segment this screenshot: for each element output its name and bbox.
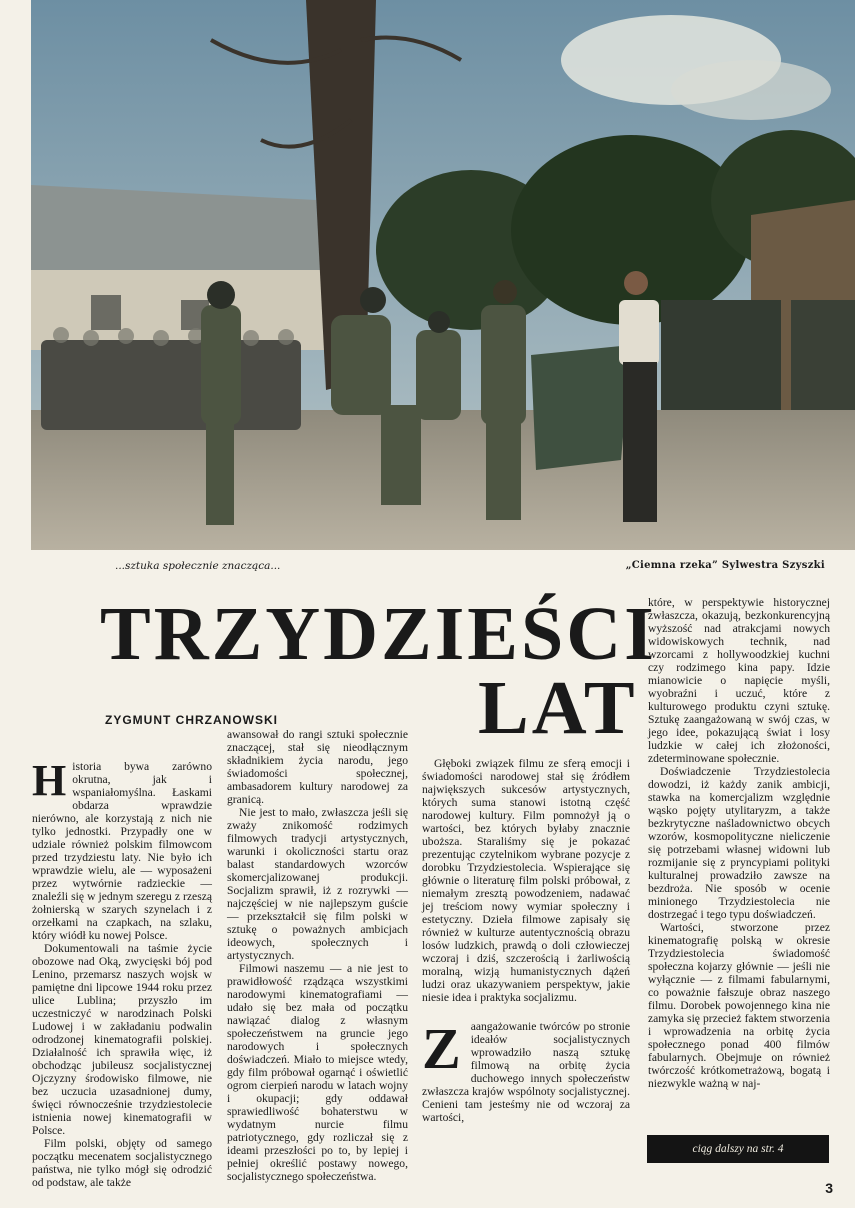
paragraph-text: aangażowanie twórców po stronie ideałów socjalistycznych wprowadziło naszą sztukę filmową na orbitę życia duchowego innych społeczeństw zwłaszcza krajów wspólnoty socjalistycznej. Cenieni tam jesteśmy nie od wczoraj za wartości, — [422, 1020, 630, 1124]
text-column-1 — [32, 756, 212, 1189]
paragraph — [32, 756, 212, 942]
paragraph-text: istoria bywa zarówno okrutna, jak i wspaniałomyślna. Łaskami obdarza wprawdzie nierówno, ale korzystają z nich nie tylko jednostki. Przypadły one w udziale również polskim filmowcom przed trzydziestu laty. Nie było ich wprawdzie wielu, ale — wyposażeni przez wytwórnie radzieckie — znaleźli się w jednym szeregu z rzeszą żołnierską w szarych szynelach i z orzełkami na czapkach, na szlaku, który wiódł ku nowej Polsce. — [32, 760, 212, 942]
text-column-3 — [422, 757, 630, 1124]
paragraph: Wartości, stworzone przez kinematografię polską w okresie Trzydziestolecia świadomość społeczna kojarzy głównie — jeśli nie wyłącznie — z filmami fabularnymi, co poważnie fałszuje obraz naszego filmu. Dorobek powojennego kina nie zamyka się przecież faktem stworzenia i wprowadzenia na orbitę życia społecznego ponad 400 filmów fabularnych. Obejmuje on również twórczość krótkometrażową, bogatą i niezwykle ważną w naj- — [648, 921, 830, 1090]
paragraph: które, w perspektywie historycznej zwłaszcza, okazują, bezkonkurencyjną wyższość nad atrakcjami nowych widowiskowych technik, nad wzorcami z hollywoodzkiej kuchni czy rodzimego kina papy. Idzie mianowicie o napięcie myśli, wyobraźni i uczuć, które z kulturowego produktu czyni sztukę. Sztukę zaangażowaną w swój czas, w jego idee, pokazującą świat i losy ludzkie w całej ich złożoności, zdeterminowane społecznie. — [648, 596, 830, 765]
paragraph: Nie jest to mało, zwłaszcza jeśli się zważy znikomość rodzimych filmowych tradycji artystycznych, warunki i okoliczności startu oraz balast standardowych wzorców skomercjalizowanej produkcji. Socjalizm sprawił, iż z rozrywki — najczęściej w nie najlepszym guście — przekształcił się film polski w sztukę o poważnych ambicjach ideowych, społecznych i artystycznych. — [227, 806, 408, 962]
drop-cap: H — [32, 756, 67, 805]
page-number: 3 — [825, 1180, 833, 1196]
drop-cap: Z — [422, 1016, 461, 1081]
film-still-photo — [31, 0, 855, 550]
paragraph: Dokumentowali na taśmie życie obozowe nad Oką, zwycięski bój pod Lenino, przemarsz naszych wojsk w pamiętne dni lipcowe 1944 roku przez ulice Lublina; przyszło im uczestniczyć w narodzinach Polski Ludowej i w zakładaniu podwalin odrodzonej kinematografii polskiej. Działalność ich sprawiła więc, iż obchodząc jubileusz socjalistycznej Ojczyzny środowisko filmowe, nie bez uczucia uzasadnionej dumy, święci równocześnie trzydziestolecie istnienia nowej kinematografii w Polsce. — [32, 942, 212, 1137]
article-title-line-2: LAT — [478, 666, 638, 750]
photo-caption-right: „Ciemna rzeka” Sylwestra Szyszki — [625, 560, 825, 571]
text-column-2 — [227, 728, 408, 1183]
paragraph: Film polski, objęty od samego początku mecenatem socjalistycznego państwa, nie tylko mógł się odrodzić od podstaw, ale także — [32, 1137, 212, 1189]
article-author: ZYGMUNT CHRZANOWSKI — [105, 713, 278, 727]
article-title-line-1: TRZYDZIEŚCI — [100, 592, 657, 676]
continued-on-page-note: ciąg dalszy na str. 4 — [647, 1135, 829, 1163]
paragraph: awansował do rangi sztuki społecznie znaczącej, stał się nieodłącznym składnikiem życia narodu, jego świadomości społecznej, ambasadorem kultury narodowej za granicą. — [227, 728, 408, 806]
text-column-4 — [648, 596, 830, 1090]
paragraph — [422, 1016, 630, 1124]
paragraph: Doświadczenie Trzydziestolecia dowodzi, iż każdy zanik ambicji, stawka na komercjalizm względnie wąsko pojęty utylitaryzm, a także bezkrytyczne naśladownictwo obcych wzorów, kosmopolityczne nieliczenie się potrzebami własnej widowni lub rozmijanie się z pryncypiami polityki kulturalnej prowadziło zawsze na bezdroża. Nie sposób w ocenie minionego Trzydziestolecia nie dostrzegać i tego typu doświadczeń. — [648, 765, 830, 921]
paragraph: Filmowi naszemu — a nie jest to prawidłowość rządząca wszystkimi narodowymi kinematografiami — udało się bez mała od początku nawiązać dialog z własnym społeczeństwem na gruncie jego narodowych i społecznych doświadczeń. Miało to miejsce wtedy, gdy film próbował ogarnąć i oświetlić ogrom cierpień narodu w latach wojny i okupacji; gdy oddawał sprawiedliwość bohaterstwu w wydatnym nurcie filmu patriotycznego, gdy rozliczał się z ideami przeszłości po to, by lepiej i pełniej określić postawy nowego, socjalistycznego społeczeństwa. — [227, 962, 408, 1183]
paragraph: Głęboki związek filmu ze sferą emocji i świadomości narodowej stał się źródłem największych sukcesów artystycznych, których suma stanowi istotną część narodowej kultury. Film pomnożył ją o wartości, bez których byłaby znacznie uboższa. Staraliśmy się je pokazać prezentując czytelnikom wybrane pozycje z dorobku Trzydziestolecia. Wspierające się głównie o literaturę film polski próbował, z niemałym zresztą powodzeniem, nadawać jej treściom nowy wymiar społeczny i estetyczny. Dzieła filmowe zapisały się również w kulturze autentycznością obrazu losów ludzkich, prawdą o doli człowieczej wczoraj i dziś, szczerością i żarliwością moralną, wizją humanistycznych dążeń ludzi oraz ukazywaniem perspektyw, jakie niesie idea i praktyka socjalizmu. — [422, 757, 630, 1004]
photo-caption-left: ...sztuka społecznie znacząca... — [115, 560, 281, 572]
